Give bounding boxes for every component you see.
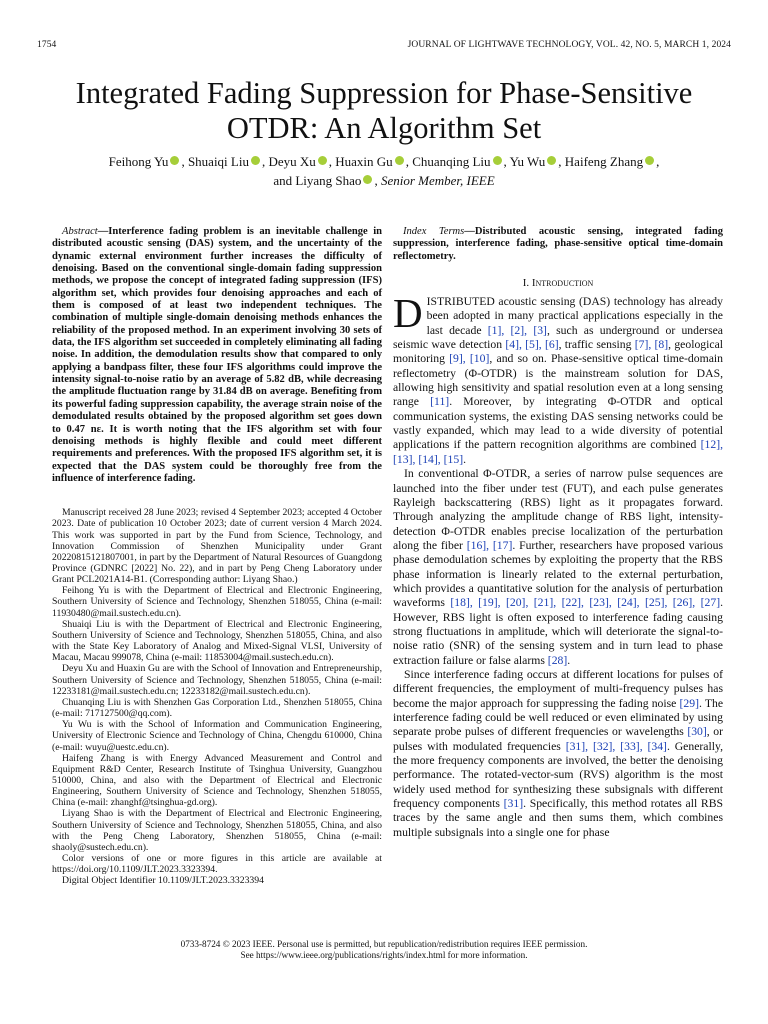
text: . Moreover, by integrating Φ-OTDR and optical communication systems, the existing DAS sensing networks could be vastly expanded, which may lead to a wide diversity of potential applications if the pattern recognition algorithms are combined: [393, 395, 723, 452]
footnote: Manuscript received 28 June 2023; revised 4 September 2023; accepted 4 October 2023. Date of publication 10 October 2023; date of current version 4 March 2024. This work was supported in part by the Fund from Science, Technology, and Innovation Commission of Shenzhen Municipality under Grant 20220815121807001, in part by the Department of Natural Resources of Guangdong Province (GDNRC [2022] No. 22), and in part by Peng Cheng Laboratory under Grant PCL2021A14-B1. (Corresponding author: Liyang Shao.): [52, 507, 382, 586]
text: , or pulses with modulated frequencies: [393, 725, 724, 753]
footnotes: [52, 507, 382, 886]
author-name: Shuaiqi Liu: [187, 154, 249, 169]
author-name: Huaxin Gu: [335, 154, 393, 169]
orcid-icon[interactable]: [645, 156, 654, 165]
index-terms-label: Index Terms: [403, 226, 465, 237]
text: , such as underground or undersea seismic wave detection: [393, 323, 723, 352]
paragraph: [393, 668, 723, 840]
author-name: Haifeng Zhang: [564, 154, 644, 169]
paper-title: [0, 76, 768, 146]
footnote: Yu Wu is with the School of Information and Communication Engineering, University of Electronic Science and Technology of China, Chengdu 610000, China (e-mail: wuyu@uestc.edu.cn).: [52, 719, 382, 753]
text: ISTRIBUTED acoustic sensing (DAS) technology has already been adopted in many practical applications especially in the last decade: [426, 295, 723, 337]
footnote: Haifeng Zhang is with Energy Advanced Measurement and Control and Equipment R&D Center, Research Institute of Tsinghua University, Guangzhou 510000, China, and also with the Department of Electrical and Electronic Engineering, Southern University of Science and Technology, Shenzhen 518055, China (e-mail: zhanghf@tsinghua-gd.org).: [52, 752, 382, 809]
text: In conventional Φ-OTDR, a series of narrow pulse sequences are launched into the fiber under test (FUT), and each pulse generates Rayleigh backscattering (RBS) light as it propagates forward. Through analyzing the amplitude change of RBS light, intensity-detection Φ-OTDR enables precise localization of the perturbation along the fiber: [393, 467, 723, 552]
section-title: Introduction: [531, 277, 594, 290]
text: . However, RBS light is often exposed to interference fading causing strong fluctuations in amplitude, which will deteriorate the signal-to-noise ratio (SNR) of the sensing system and in turn lead to phase extraction failure or false alarms: [393, 596, 724, 667]
text: . Further, researchers have proposed various phase demodulation schemes by exploiting the property that the RBS phase information is linearly related to the external perturbation, which provides a quantitative solution for the analysis of perturbation waveforms: [393, 538, 724, 610]
author-name: Yu Wu: [509, 154, 546, 169]
journal-header: JOURNAL OF LIGHTWAVE TECHNOLOGY, VOL. 42, NO. 5, MARCH 1, 2024: [407, 40, 731, 50]
author-name: Feihong Yu: [108, 154, 169, 169]
orcid-icon[interactable]: [318, 156, 327, 165]
text: Since interference fading occurs at different locations for pulses of different frequencies, the employment of multi-frequency pulses has become the major approach for suppressing the fading noise: [393, 667, 723, 710]
author-name: Deyu Xu: [268, 154, 316, 169]
citation-link[interactable]: [11]: [430, 395, 450, 409]
author-name: Chuanqing Liu: [412, 154, 491, 169]
index-terms-text: Distributed acoustic sensing, integrated fading suppression, interference fading, phase-sensitive optical time-domain reflectometry.: [393, 226, 723, 262]
author-name: and Liyang Shao: [273, 173, 362, 188]
page-number: 1754: [37, 40, 57, 50]
left-column: [52, 226, 382, 887]
text: , geological monitoring: [393, 338, 723, 366]
footnote: Shuaiqi Liu is with the Department of Electrical and Electronic Engineering, Southern University of Science and Technology, Shenzhen 518055, China, and also with the State Key Laboratory of Analog and Mixed-Signal VLSI, University of Macau, Macau 999078, China (e-mail: 11853004@mail.sustech.edu.cn).: [52, 618, 382, 664]
orcid-icon[interactable]: [493, 156, 502, 165]
orcid-icon[interactable]: [547, 156, 556, 165]
abstract-text: Interference fading problem is an inevitable challenge in distributed acoustic sensing (DAS) system, and the uncertainty of the dynamic external environment further increases the difficulty of denoising. Based on the conventional single-domain fading suppression methods, we propose the concept of integrated fading suppression (IFS) algorithm set, which provides four denoising approaches and each of them is composed of at least two independent techniques. The combination of multiple single-domain denoising methods enhances the reliability of the proposed method. In an experiment involving 30 sets of data, the IFS algorithm set succeeded in completely eliminating all fading noise. In addition, the demodulation results show that compared to only applying a bandpass filter, these four IFS algorithms could improve the intensity signal-to-noise ratio by an average of 5.82 dB, while decreasing the amplitude fluctuation range by 31.84 dB on average. Benefiting from its powerful fading suppression capability, the average strain noise of the demodulated results obtained by the proposed algorithm set goes down to 0.47 nε. It is worth noting that the IFS algorithm set with four denoising methods is highly flexible and could meet different requirements and preferences. With the proposed IFS algorithm set, it is expected that the DAS system could be thoroughly free from the influence of interference fading.: [52, 226, 382, 484]
abstract: Abstract—Interference fading problem is an inevitable challenge in distributed acoustic sensing (DAS) system, and the uncertainty of the dynamic external environment further increases the difficulty of denoising. Based on the conventional single-domain fading suppression methods, we propose the concept of integrated fading suppression (IFS) algorithm set, which provides four denoising approaches and each of them is composed of at least two independent techniques. The combination of multiple single-domain denoising methods enhances the reliability of the proposed method. In an experiment involving 30 sets of data, the IFS algorithm set succeeded in completely eliminating all fading noise. In addition, the demodulation results show that compared to only applying a bandpass filter, these four IFS algorithms could improve the intensity signal-to-noise ratio by an average of 5.82 dB, while decreasing the amplitude fluctuation range by 31.84 dB on average. Benefiting from its powerful fading suppression capability, the average strain noise of the demodulated results obtained by the proposed algorithm set goes down to 0.47 nε. It is worth noting that the IFS algorithm set with four denoising methods is highly flexible and could meet different requirements and preferences. With the proposed IFS algorithm set, it is expected that the DAS system could be thoroughly free from the influence of interference fading.: [52, 226, 382, 484]
text: , traffic sensing: [558, 338, 632, 352]
copyright-footer: [0, 939, 768, 961]
copyright-line: 0733-8724 © 2023 IEEE. Personal use is permitted, but republication/redistribution requires IEEE permission.: [180, 939, 588, 949]
citation-link[interactable]: [18], [19], [20], [21], [22], [23], [24], [25], [26], [27]: [450, 596, 721, 610]
paragraph: In conventional Φ-OTDR, a series of narrow pulse sequences are launched into the fiber under test (FUT), and each pulse generates Rayleigh backscattering (RBS) light as it propagates forward. Through analyzing the amplitude change of RBS light, intensity-detection Φ-OTDR enables precise localization of the perturbation along the fiber [16], [17]. Further, researchers have proposed various phase demodulation schemes by exploiting the property that the RBS phase information is linearly related to the external perturbation, which provides a quantitative solution for the analysis of perturbation waveforms [18], [19], [20], [21], [22], [23], [24], [25], [26], [27]. However, RBS light is often exposed to interference fading causing strong fluctuations in amplitude, which will deteriorate the signal-to-noise ratio (SNR) of the sensing system and in turn lead to phase extraction failure or false alarms [28].: [393, 467, 724, 667]
author-role: Senior Member, IEEE: [380, 173, 495, 188]
paragraph: DISTRIBUTED acoustic sensing (DAS) technology has already been adopted in many practical applications especially in the last decade [1], [2], [3], such as underground or undersea seismic wave detection [4], [5], [6], traffic sensing [7], [8], geological monitoring [9], [10], and so on. Phase-sensitive optical time-domain reflectometry (Φ-OTDR) is the mainstream solution for DAS, allowing high sensitivity and spatial resolution even at a long sensing range [11]. Moreover, by integrating Φ-OTDR and optical communication systems, the existing DAS sensing networks could be vastly expanded, which may lead to a wide diversity of potential applications if the pattern recognition algorithms are combined [12], [13], [14], [15].: [393, 290, 724, 466]
section-number: I.: [522, 277, 530, 290]
text: . The interference fading could be well reduced or even eliminated by using separate probe pulses of different frequencies or wavelengths: [393, 696, 724, 739]
citation-link[interactable]: [1], [2], [3]: [487, 323, 547, 337]
title-line-1: Integrated Fading Suppression for Phase-Sensitive: [75, 76, 693, 110]
orcid-icon[interactable]: [251, 156, 260, 165]
footnote: Digital Object Identifier 10.1109/JLT.2023.3323394: [62, 875, 264, 887]
text: . Generally, the more frequency components are involved, the better the denoising performance. The rotated-vector-sum (RVS) algorithm is the most widely used method for synthesizing these subsignals with different frequency components: [393, 739, 723, 811]
right-column: [393, 226, 723, 840]
footnote: Feihong Yu is with the Department of Electrical and Electronic Engineering, Southern University of Science and Technology, Shenzhen 518055, China (e-mail: 11930480@mail.sustech.edu.cn).: [52, 585, 382, 619]
abstract-label: Abstract: [62, 226, 98, 237]
orcid-icon[interactable]: [363, 175, 372, 184]
citation-link[interactable]: [4], [5], [6]: [505, 338, 559, 352]
footnote[interactable]: Color versions of one or more figures in this article are available at https://doi.org/10.1109/JLT.2023.3323394.: [52, 853, 382, 876]
footnote: Deyu Xu and Huaxin Gu are with the School of Innovation and Entrepreneurship, Southern University of Science and Technology, Shenzhen 518055, China (e-mail: 12233181@mail.sustech.edu.cn; 12233182@mail.sustech.edu.cn).: [52, 663, 382, 697]
section-body: [393, 290, 724, 840]
citation-link[interactable]: [12], [13], [14], [15]: [393, 438, 724, 466]
orcid-icon[interactable]: [170, 156, 179, 165]
rights-link[interactable]: See https://www.ieee.org/publications/rights/index.html for more information.: [240, 950, 528, 961]
footnote: Chuanqing Liu is with Shenzhen Gas Corporation Ltd., Shenzhen 518055, China (e-mail: 717127500@qq.com).: [52, 696, 382, 720]
citation-link[interactable]: [31]: [503, 797, 524, 811]
citation-link[interactable]: [29]: [679, 696, 699, 710]
citation-link[interactable]: [16], [17]: [466, 538, 513, 552]
citation-link[interactable]: [30]: [687, 725, 707, 739]
text: . Specifically, this method rotates all RBS traces by the same angle and then sums them, which combines multiple subsignals into a single one for phase: [393, 797, 724, 839]
drop-cap: D: [393, 290, 423, 337]
section-heading: [393, 277, 723, 289]
citation-link[interactable]: [9], [10]: [449, 352, 490, 366]
index-terms: Index Terms—Distributed acoustic sensing, integrated fading suppression, interference fading, phase-sensitive optical time-domain reflectometry.: [393, 226, 723, 262]
author-list: Feihong Yu , Shuaiqi Liu , Deyu Xu , Huaxin Gu , Chuanqing Liu , Yu Wu , Haifeng Zhang , and Liyang Shao , Senior Member, IEEE: [108, 154, 660, 188]
citation-link[interactable]: [31], [32], [33], [34]: [565, 739, 667, 753]
citation-link[interactable]: [7], [8]: [634, 338, 669, 352]
footnote: Liyang Shao is with the Department of Electrical and Electronic Engineering, Southern University of Science and Technology, Shenzhen 518055, China, and also with the Peng Cheng Laboratory, Shenzhen 518055, China (e-mail: shaoly@sustech.edu.cn).: [52, 808, 382, 853]
orcid-icon[interactable]: [395, 156, 404, 165]
title-line-2: OTDR: An Algorithm Set: [226, 111, 542, 145]
citation-link[interactable]: [28]: [547, 653, 568, 667]
text: , and so on. Phase-sensitive optical time-domain reflectometry (Φ-OTDR) is the mainstream solution for DAS, allowing high sensitivity and spatial resolution even at a long sensing range: [393, 352, 723, 409]
